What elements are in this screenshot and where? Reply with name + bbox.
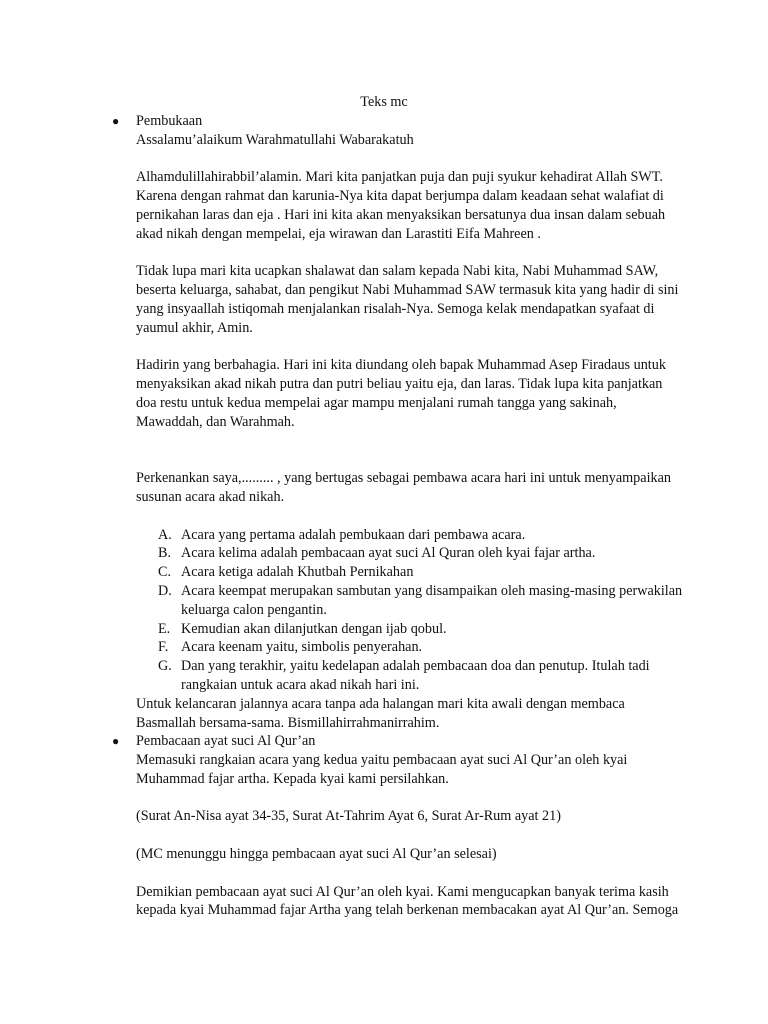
list-item: [136, 657, 686, 695]
document-body: [112, 112, 686, 920]
paragraph: Tidak lupa mari kita ucapkan shalawat dan salam kepada Nabi kita, Nabi Muhammad SAW, beserta keluarga, sahabat, dan pengikut Nabi Muhammad SAW termasuk kita yang hadir di sini yang insyaallah istiqomah menjalankan risalah-Nya. Semoga kelak mendapatkan syafaat di yaumul akhir, Amin.: [136, 263, 679, 336]
document-title: Teks mc: [360, 94, 408, 110]
list-letter: E.: [158, 620, 171, 637]
list-text: Dan yang terakhir, yaitu kedelapan adalah pembacaan doa dan penutup. Itulah tadi rangkaian untuk acara akad nikah hari ini.: [181, 658, 650, 693]
list-letter: D.: [158, 582, 172, 599]
paragraph: Perkenankan saya,......... , yang bertugas sebagai pembawa acara hari ini untuk menyampaikan susunan acara akad nikah.: [136, 470, 671, 505]
list-text: Kemudian akan dilanjutkan dengan ijab qobul.: [181, 620, 447, 637]
list-item: [136, 638, 686, 657]
paragraph: Alhamdulillahirabbil’alamin. Mari kita panjatkan puja dan puji syukur kehadirat Allah SWT. Karena dengan rahmat dan karunia-Nya kita dapat berjumpa dalam keadaan sehat walafiat di pernikahan laras dan eja . Hari ini kita akan menyaksikan bersatunya dua insan dalam sebuah akad nikah dengan mempelai, eja wirawan dan Larastiti Eifa Mahreen .: [136, 169, 666, 242]
salam-line: Assalamu’alaikum Warahmatullahi Wabarakatuh: [136, 131, 414, 148]
list-text: Acara kelima adalah pembacaan ayat suci Al Quran oleh kyai fajar artha.: [181, 545, 596, 562]
list-item: [136, 582, 686, 620]
list-item: [136, 563, 686, 582]
list-letter: B.: [158, 545, 172, 562]
paragraph: Demikian pembacaan ayat suci Al Qur’an oleh kyai. Kami mengucapkan banyak terima kasih kepada kyai Muhammad fajar Artha yang telah berkenan membacakan ayat Al Qur’an. Semoga: [136, 883, 679, 919]
paragraph: Memasuki rangkaian acara yang kedua yaitu pembacaan ayat suci Al Qur’an oleh kyai Muhammad fajar artha. Kepada kyai kami persilahkan.: [136, 752, 628, 787]
list-text: Acara yang pertama adalah pembukaan dari pembawa acara.: [181, 526, 526, 543]
list-letter: C.: [158, 564, 172, 581]
list-text: Acara ketiga adalah Khutbah Pernikahan: [181, 564, 414, 581]
list-text: Acara keenam yaitu, simbolis penyerahan.: [181, 639, 423, 656]
section-heading: Pembacaan ayat suci Al Qur’an: [136, 733, 316, 750]
list-item: [136, 526, 686, 545]
surat-note: (Surat An-Nisa ayat 34-35, Surat At-Tahrim Ayat 6, Surat Ar-Rum ayat 21): [136, 808, 561, 825]
bullet-icon: ●: [112, 734, 120, 749]
section-heading: Pembukaan: [136, 113, 203, 129]
mc-note: (MC menunggu hingga pembacaan ayat suci Al Qur’an selesai): [136, 846, 497, 863]
list-item: [136, 544, 686, 563]
section-pembukaan: [112, 112, 686, 732]
list-letter: A.: [158, 526, 172, 543]
closing-paragraph: Untuk kelancaran jalannya acara tanpa ada halangan mari kita awali dengan membaca Basmallah bersama-sama. Bismillahirrahmanirrahim.: [136, 695, 625, 731]
agenda-list: [136, 526, 686, 695]
list-letter: G.: [158, 658, 172, 675]
list-letter: F.: [158, 639, 169, 656]
paragraph: Hadirin yang berbahagia. Hari ini kita diundang oleh bapak Muhammad Asep Firadaus untuk menyaksikan akad nikah putra dan putri beliau yaitu eja, dan laras. Tidak lupa kita panjatkan doa restu untuk kedua mempelai agar mampu menjalani rumah tangga yang sakinah, Mawaddah, dan Warahmah.: [136, 357, 666, 430]
list-text: Acara keempat merupakan sambutan yang disampaikan oleh masing-masing perwakilan keluarga calon pengantin.: [181, 582, 683, 618]
bullet-icon: ●: [112, 114, 120, 128]
section-pembacaan-quran: [112, 732, 686, 920]
list-item: [136, 620, 686, 639]
